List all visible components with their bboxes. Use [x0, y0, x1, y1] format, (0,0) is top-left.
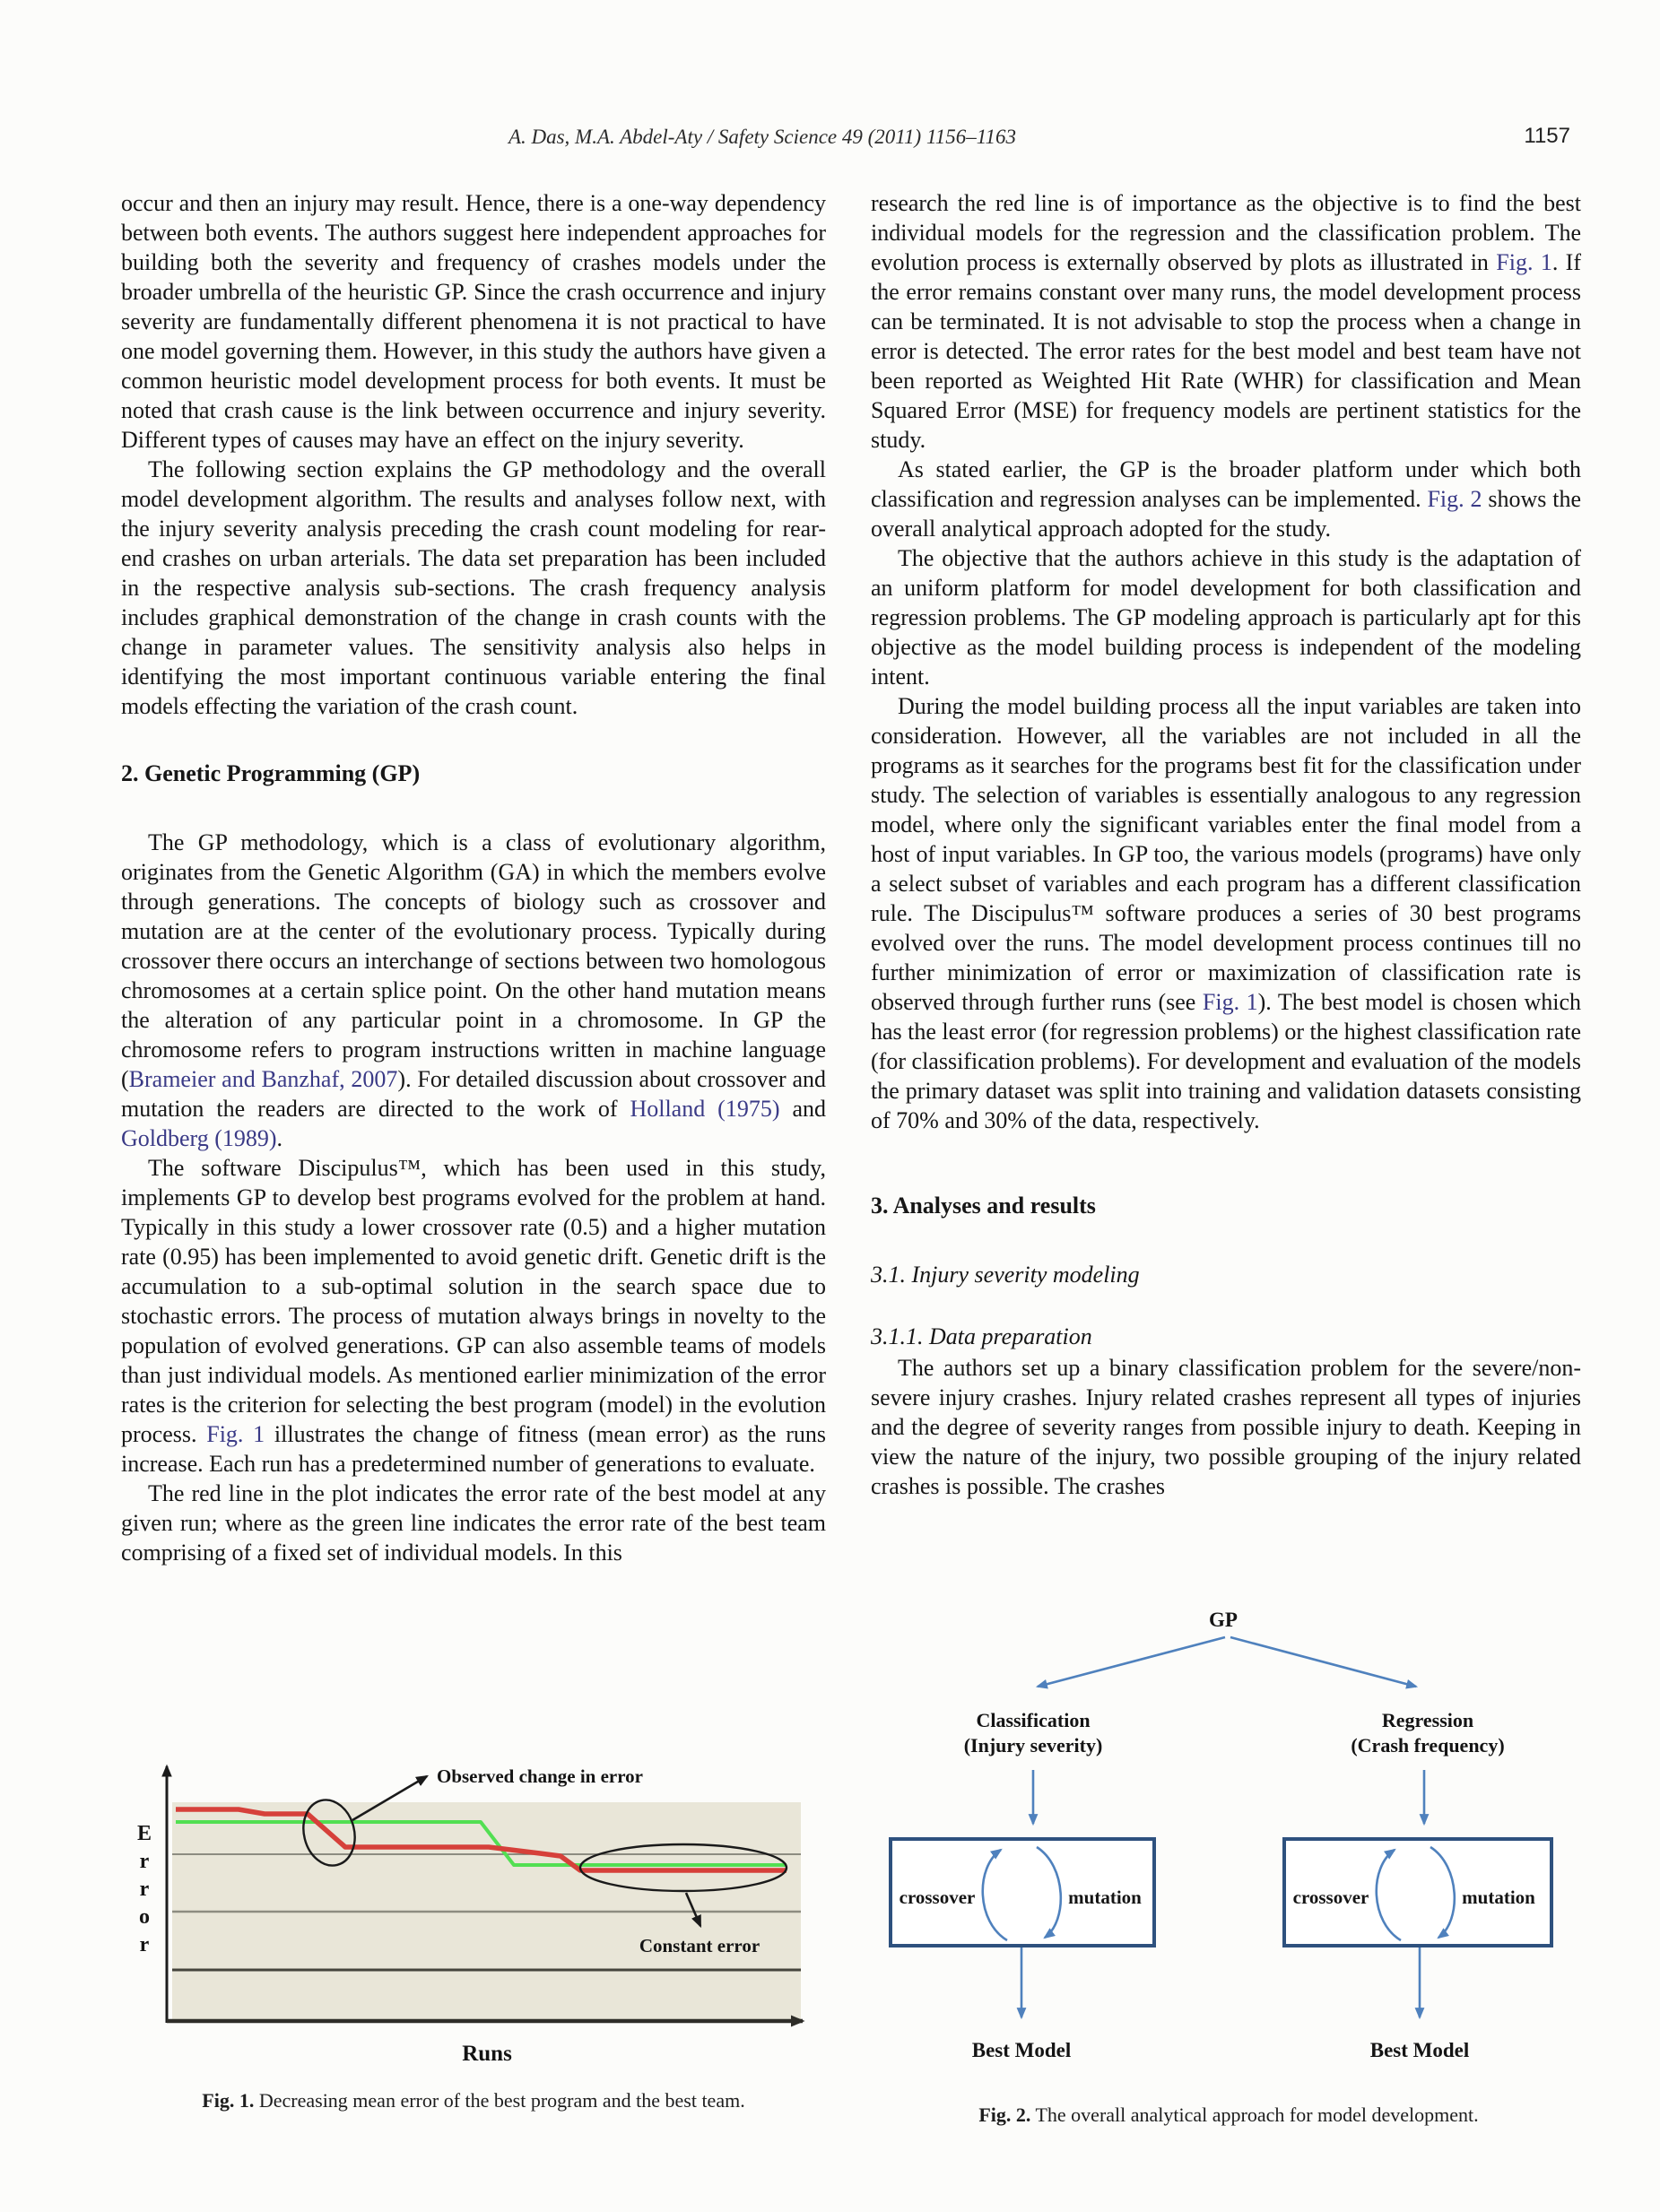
paragraph [871, 455, 1581, 543]
mutation-label: mutation [1462, 1887, 1535, 1908]
text-run: The authors set up a binary classification problem for the severe/non-severe injury crashes. Injury related crashes represent all types of injuries and the degree of severity ranges from possible injury to death. Keeping in view the nature of the injury, two possible grouping of the injury related crashes is possible. The crashes [871, 1355, 1581, 1499]
text-run: The GP methodology, which is a class of evolutionary algorithm, originates from the Genetic Algorithm (GA) in which the members evolve through generations. The concepts of biology such as crossover and mutation are at the center of the evolutionary process. Typically during crossover there occurs an interchange of sections between two homologous chromosomes at a certain splice point. On the other hand mutation means the alteration of any particular point in a chromosome. In GP the chromosome refers to program instructions written in machine language ( [121, 829, 826, 1092]
paragraph [871, 691, 1581, 1135]
citation-link[interactable]: Brameier and Banzhaf, 2007 [128, 1066, 398, 1092]
annotation-label-constant: Constant error [639, 1935, 760, 1956]
y-axis-label-letter: o [139, 1905, 150, 1929]
citation-link[interactable]: Fig. 1 [1496, 249, 1552, 275]
citation-link[interactable]: Holland (1975) [630, 1096, 780, 1122]
text-run: ). The best model is chosen which has the least error (for regression problems) or the highest classification rate (for classification problems). For development and evaluation of the models the primary dataset was split into training and validation datasets consisting of 70% and 30% of the data, respectively. [871, 989, 1582, 1133]
citation-link[interactable]: Fig. 1 [1202, 989, 1258, 1015]
paragraph [121, 1479, 826, 1567]
best-model-label-left: Best Model [971, 2039, 1072, 2061]
branch-arrow-right [1230, 1637, 1416, 1687]
paragraph [871, 543, 1581, 691]
figure-2-caption-label: Fig. 2. [978, 2104, 1031, 2126]
annotation-label-change: Observed change in error [437, 1765, 643, 1787]
figure-1-caption-label: Fig. 1. [202, 2089, 255, 2112]
text-run: shows the overall analytical approach adopted for the study. [871, 486, 1581, 542]
text-run: The software Discipulus™, which has been used in this study, implements GP to develop best programs evolved for the problem at hand. Typically in this study a lower crossover rate (0.5) and a higher mutation rate (0.95) has been implemented to avoid genetic drift. Genetic drift is the accumulation to a sub-optimal solution in the search space due to stochastic errors. The process of mutation always brings in novelty to the population of evolved generations. GP can also assemble teams of models than just individual models. As mentioned earlier minimization of the error rates is the criterion for selecting the best program (model) in the evolution process. [121, 1155, 826, 1447]
classification-sublabel: (Injury severity) [963, 1734, 1103, 1757]
section-heading-analyses-results: 3. Analyses and results [871, 1193, 1096, 1219]
page-number: 1157 [1524, 124, 1570, 148]
paragraph [121, 828, 826, 1153]
text-run: . If the error remains constant over many runs, the model development process can be terminated. It is not advisable to stop the process when a change in error is detected. The error rates for the best model and best team have not been reported as Weighted Hit Rate (WHR) for classification and Mean Squared Error (MSE) for frequency models are pertinent statistics for the study. [871, 249, 1581, 453]
figure-2-caption-text: The overall analytical approach for model development. [1030, 2104, 1479, 2126]
gp-flow-diagram [874, 1603, 1583, 2069]
text-run: occur and then an injury may result. Hence, there is a one-way dependency between both events. The authors suggest here independent approaches for building both the severity and frequency of crashes models under the broader umbrella of the heuristic GP. Since the crash occurrence and injury severity are fundamentally different phenomena it is not practical to have one model governing them. However, in this study the authors have given a common heuristic model development process for both events. It must be noted that crash cause is the link between occurrence and injury severity. Different types of causes may have an effect on the injury severity. [121, 190, 827, 453]
y-axis-label-letter: r [139, 1933, 150, 1956]
crossover-label: crossover [899, 1887, 976, 1908]
text-run: The objective that the authors achieve in this study is the adaptation of an uniform platform for model development for both classification and regression problems. The GP modeling approach is particularly apt for this objective as the model building process is independent of the modeling intent. [871, 545, 1581, 690]
paragraph [121, 188, 826, 455]
crossover-label: crossover [1292, 1887, 1369, 1908]
figure-2-caption [874, 2103, 1583, 2127]
text-run: ). For detailed discussion about crossover and mutation the readers are directed to the work of [121, 1066, 826, 1122]
right-column [871, 188, 1581, 1501]
branch-arrow-left [1038, 1637, 1225, 1687]
best-model-label-right: Best Model [1369, 2039, 1470, 2061]
subsection-heading-data-preparation: 3.1.1. Data preparation [871, 1323, 1092, 1349]
y-axis-label-letter: r [139, 1850, 150, 1873]
paragraph [121, 455, 826, 721]
regression-sublabel: (Crash frequency) [1351, 1734, 1505, 1757]
subsection-heading-injury-severity: 3.1. Injury severity modeling [871, 1262, 1140, 1288]
text-run: During the model building process all the input variables are taken into consideration. However, all the variables are not included in all the programs as it searches for the programs best fit for the classification under study. The selection of variables is essentially analogous to any regression model, where only the significant variables enter the final model from a host of input variables. In GP too, the various models (programs) have only a select subset of variables and each program has a different classification rule. The Discipulus™ software produces a series of 30 best programs evolved over the runs. The model development process continues till no further minimization of error or maximization of classification rate is observed through further runs (see [871, 693, 1581, 1015]
figure-2 [874, 1603, 1583, 2127]
citation-link[interactable]: Fig. 2 [1427, 486, 1482, 512]
paragraph [871, 188, 1581, 455]
text-run: As stated earlier, the GP is the broader platform under which both classification and regression analyses can be implemented. [871, 456, 1581, 512]
text-run: and [779, 1096, 827, 1122]
section-heading-genetic-programming: 2. Genetic Programming (GP) [121, 760, 421, 786]
classification-label: Classification [976, 1709, 1091, 1731]
figure-1-caption-text: Decreasing mean error of the best program and the best team. [254, 2089, 745, 2112]
paragraph [121, 1153, 826, 1479]
text-run: The following section explains the GP methodology and the overall model development algorithm. The results and analyses follow next, with the injury severity analysis preceding the crash count modeling for rear-end crashes on urban arterials. The data set preparation has been included in the respective analysis sub-sections. The crash frequency analysis includes graphical demonstration of the change in crash counts with the change in parameter values. The sensitivity analysis also helps in identifying the most important continuous variable entering the final models effecting the variation of the crash count. [121, 456, 826, 719]
gp-root-label: GP [1209, 1609, 1238, 1631]
x-axis-label: Runs [462, 2042, 512, 2066]
y-axis-label-letter: E [136, 1822, 152, 1845]
citation-link[interactable]: Goldberg (1989) [121, 1125, 277, 1151]
regression-label: Regression [1381, 1709, 1474, 1731]
running-head: A. Das, M.A. Abdel-Aty / Safety Science 49 (2011) 1156–1163 [508, 126, 1017, 148]
paragraph [871, 1353, 1581, 1501]
y-axis-label-letter: r [139, 1878, 150, 1901]
figure-1 [121, 1748, 826, 2112]
mutation-label: mutation [1068, 1887, 1142, 1908]
left-column [121, 188, 826, 1567]
text-run: The red line in the plot indicates the error rate of the best model at any given run; where as the green line indicates the error rate of the best team comprising of a fixed set of individual models. In this [121, 1480, 826, 1566]
text-run: . [276, 1125, 283, 1151]
figure-1-caption [121, 2088, 826, 2112]
text-run: illustrates the change of fitness (mean error) as the runs increase. Each run has a predetermined number of generations to evaluate. [121, 1421, 826, 1477]
citation-link[interactable]: Fig. 1 [206, 1421, 265, 1447]
error-vs-runs-chart [121, 1748, 826, 2071]
text-run: research the red line is of importance as the objective is to find the best individual models for the regression and the classification problem. The evolution process is externally observed by plots as illustrated in [871, 190, 1581, 275]
